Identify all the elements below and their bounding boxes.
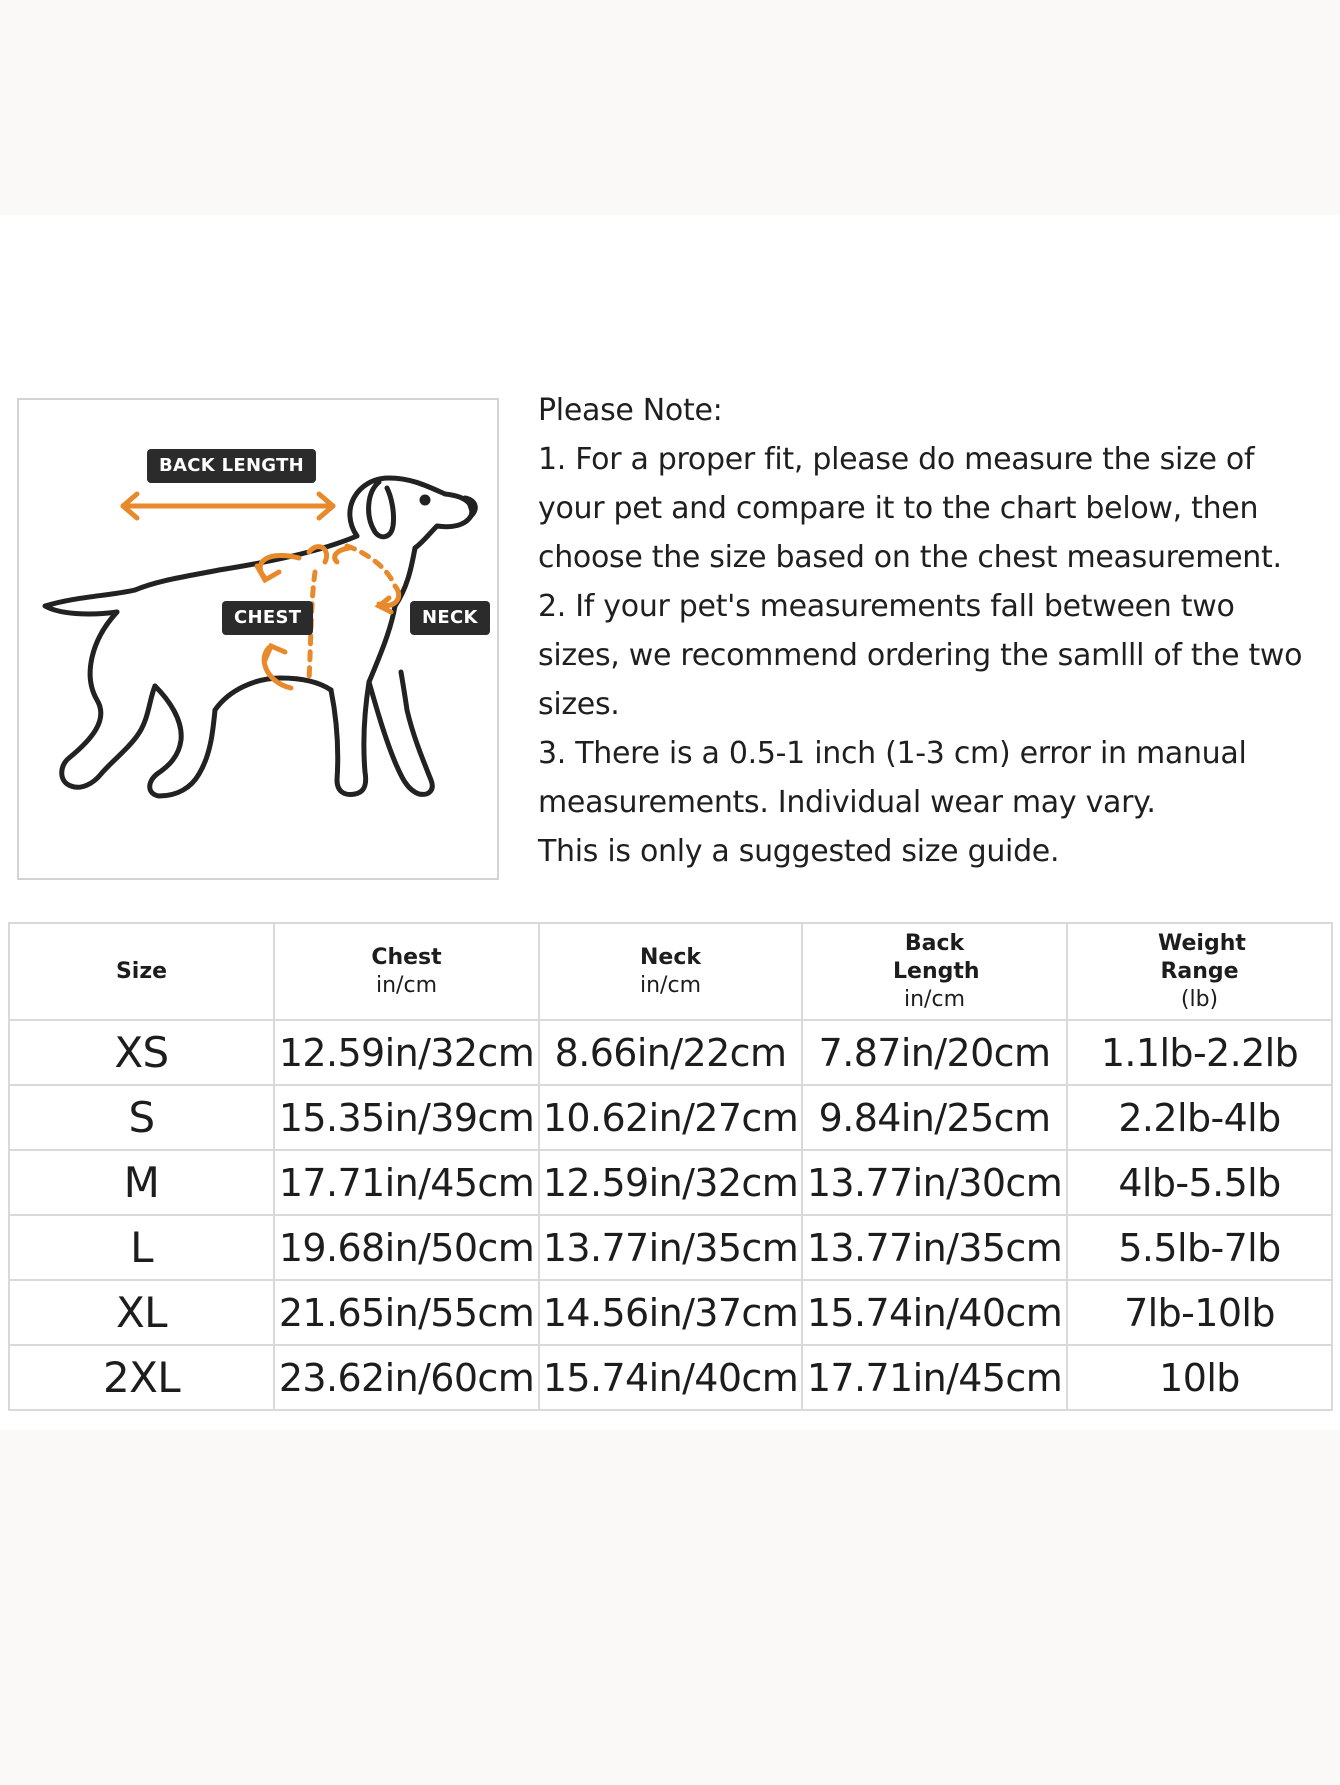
notes-line: sizes, we recommend ordering the samlll of the two: [538, 638, 1303, 673]
notes-line: 3. There is a 0.5-1 inch (1-3 cm) error in manual: [538, 736, 1247, 771]
table-row: [9, 1020, 1332, 1085]
back-length-cell: 9.84in/25cm: [802, 1085, 1067, 1150]
back-length-cell: 13.77in/30cm: [802, 1150, 1067, 1215]
back-length-cell: 7.87in/20cm: [802, 1020, 1067, 1085]
notes-line: your pet and compare it to the chart below, then: [538, 491, 1259, 526]
notes-heading: Please Note:: [538, 393, 723, 428]
notes-line: measurements. Individual wear may vary.: [538, 785, 1156, 820]
header-title: Weight Range: [1158, 930, 1246, 984]
weight-cell: 4lb-5.5lb: [1067, 1150, 1332, 1215]
header-chest: [274, 923, 539, 1020]
weight-cell: 2.2lb-4lb: [1067, 1085, 1332, 1150]
neck-cell: 10.62in/27cm: [539, 1085, 802, 1150]
notes-line: 1. For a proper fit, please do measure the size of: [538, 442, 1255, 477]
table-row: [9, 1085, 1332, 1150]
dog-outline: [45, 478, 475, 796]
header-title: Chest: [371, 944, 442, 970]
table-row: [9, 1150, 1332, 1215]
header-weight-range: [1067, 923, 1332, 1020]
chest-cell: 12.59in/32cm: [274, 1020, 539, 1085]
back-length-label: BACK LENGTH: [147, 449, 316, 483]
neck-label: NECK: [410, 601, 490, 635]
header-unit: in/cm: [640, 972, 701, 998]
table-row: [9, 1345, 1332, 1410]
dog-measurement-diagram: [17, 398, 499, 880]
back-length-cell: 15.74in/40cm: [802, 1280, 1067, 1345]
notes-line: choose the size based on the chest measurement.: [538, 540, 1282, 575]
header-back-length: [802, 923, 1067, 1020]
header-unit: in/cm: [904, 986, 965, 1012]
weight-cell: 10lb: [1067, 1345, 1332, 1410]
neck-cell: 8.66in/22cm: [539, 1020, 802, 1085]
neck-cell: 12.59in/32cm: [539, 1150, 802, 1215]
header-size: [9, 923, 274, 1020]
header-unit: (lb): [1180, 986, 1219, 1012]
size-notes: [538, 386, 1328, 876]
weight-cell: 1.1lb-2.2lb: [1067, 1020, 1332, 1085]
size-cell: L: [9, 1215, 274, 1280]
neck-cell: 14.56in/37cm: [539, 1280, 802, 1345]
table-row: [9, 1280, 1332, 1345]
chest-cell: 23.62in/60cm: [274, 1345, 539, 1410]
table-header-row: [9, 923, 1332, 1020]
size-cell: 2XL: [9, 1345, 274, 1410]
back-length-arrow: [123, 494, 333, 518]
neck-cell: 13.77in/35cm: [539, 1215, 802, 1280]
weight-cell: 5.5lb-7lb: [1067, 1215, 1332, 1280]
size-cell: M: [9, 1150, 274, 1215]
back-length-cell: 13.77in/35cm: [802, 1215, 1067, 1280]
neck-cell: 15.74in/40cm: [539, 1345, 802, 1410]
header-neck: [539, 923, 802, 1020]
size-cell: XL: [9, 1280, 274, 1345]
notes-line: 2. If your pet's measurements fall between two: [538, 589, 1235, 624]
weight-cell: 7lb-10lb: [1067, 1280, 1332, 1345]
chest-cell: 21.65in/55cm: [274, 1280, 539, 1345]
chest-cell: 15.35in/39cm: [274, 1085, 539, 1150]
size-chart-table: [8, 922, 1333, 1411]
back-length-cell: 17.71in/45cm: [802, 1345, 1067, 1410]
chest-cell: 17.71in/45cm: [274, 1150, 539, 1215]
chest-label: CHEST: [222, 601, 313, 635]
header-title: Back Length: [893, 930, 980, 984]
notes-line: sizes.: [538, 687, 620, 722]
header-title: Neck: [639, 944, 701, 970]
notes-line: This is only a suggested size guide.: [538, 834, 1060, 869]
header-unit: in/cm: [376, 972, 437, 998]
size-cell: XS: [9, 1020, 274, 1085]
table-row: [9, 1215, 1332, 1280]
chest-cell: 19.68in/50cm: [274, 1215, 539, 1280]
size-cell: S: [9, 1085, 274, 1150]
header-title: Size: [115, 958, 168, 984]
neck-measure-loop: [335, 546, 399, 612]
